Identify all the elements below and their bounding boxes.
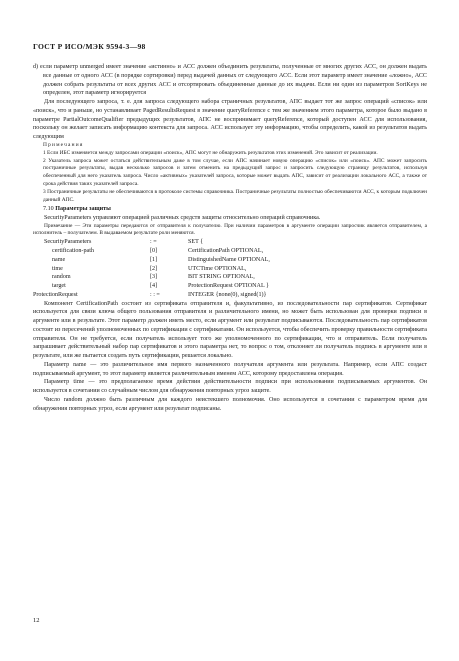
asn1-keyword: SET {	[188, 239, 204, 246]
page-number: 12	[33, 617, 40, 624]
paragraph: Компонент CertificationPath состоит из сертификата отправителя и, факультативно, из последовательности пар сертификатов. Сертификат используется для связи ключа общего пользования отправителя и различительного имени, но может быть использован для проверки подписи в аргументе или в результате. Этот параметр должен иметь место, если аргумент или результат подписываются. Последовательность пар сертификатов состоит из пересечений уполномоченных по сертификации с сертификатами. Он используется, чтобы обеспечить проверку правильности сертификата отправителя. Он не требуется, если получатель использует того же уполномоченного по сертификации, что и отправитель. Если получатель запрашивает действительный набор пар сертификатов и этого параметра нет, то вопрос о том, отклоняет ли получатель подпись в аргументе или в результате, или же пытается создать путь сертификации, решается локально.	[33, 300, 427, 360]
asn1-field-tag: [4]	[150, 283, 158, 290]
asn1-keyword: INTEGER {none(0), signed(1)}	[188, 291, 267, 298]
paragraph: Параметр time — это предполагаемое время действия действительности подписи при использовании подписываемых аргументов. Он используется в сочетании со случайным числом для обнаружения повторных угроз защите.	[33, 379, 427, 395]
security-note: Примечание — Эти параметры передаются от отправителя к получателю. При наличии параметров в аргументе операции запросчик является отправителем, а исполнитель – получателем. В выдаваемом результате роли меняются.	[33, 222, 427, 237]
paragraph: Параметр name — это различительное имя первого назначенного получателя аргумента или результата. Например, если АПС создаст подписываемый аргумент, то этот параметр является различительным именем АСС, которому предоставлена операция.	[33, 361, 427, 377]
asn1-field-type: CertificationPath OPTIONAL,	[188, 248, 264, 255]
paragraph: Число random должно быть различным для каждого неистекшего полномочия. Оно используется в сочетании с параметром время для обнаружения повторных угроз, если аргумент или результат подписаны.	[33, 396, 427, 412]
asn1-field-name: random	[52, 274, 71, 281]
asn1-definition	[33, 238, 427, 299]
asn1-field-type: ProtectionRequest OPTIONAL }	[188, 283, 269, 290]
asn1-field-type: BIT STRING OPTIONAL,	[188, 274, 255, 281]
asn1-field-tag: [3]	[150, 274, 158, 281]
paragraph: Для последующего запроса, т. е. для запроса следующего набора страничных результатов, АПС выдает тот же запрос операций «список» или «поиск», что и раньше, но устанавливает PagedResultsRequest в значение queryReference с тем же значением этого параметра, которое было выдано в параметре PartialOutcomeQualifier предыдущих результатов, АПС не воспринимает queryReference, который доступен АСС для использования, поскольку он желает записать информацию контекста для запроса. АСС использует эту информацию, чтобы определить, какой из результатов выдать следующим	[33, 99, 427, 140]
asn1-field-row	[44, 273, 427, 282]
asn1-tail-row	[33, 291, 427, 300]
asn1-assign-op: : =	[150, 239, 157, 246]
note-1: 1 Если ИБС изменяется между запросами операции «поиск», АПС могут не обнаружить результатов этих изменений. Это зависит от реализации.	[43, 149, 378, 156]
notes-title: Примечания	[43, 141, 84, 148]
asn1-field-row	[44, 247, 427, 256]
note-2: 2 Указатель запроса может остаться действительным даже в том случае, если АПС начинает новую операцию «список» или «поиск». АПС может запросить постраничные результаты, выдав несколько запросов и затем отменить на предыдущий запрос и запросить следующую страницу результатов, используя обеспеченный для него указатель запроса. Число «активных» указателей запроса, которые может выдать АПС, зависит от реализации локального АСС, а также от срока действия таких указателей запроса.	[43, 157, 427, 188]
asn1-assign-op: : : =	[150, 291, 160, 298]
asn1-field-row	[44, 265, 427, 274]
body-text	[33, 63, 427, 413]
security-intro: SecurityParameters управляют операцией различных средств защиты относительно операций справочника.	[44, 214, 321, 221]
asn1-type-name: SecurityParameters	[44, 239, 92, 246]
note-3: 3 Постраничные результаты не обеспечиваются в протоколе системы справочника. Постраничные результаты полностью обеспечиваются АСС, к которым подключен данный АПС.	[43, 189, 427, 204]
section-title: Параметры защиты	[55, 206, 111, 212]
section-number: 7.10	[43, 206, 54, 212]
asn1-field-row	[44, 256, 427, 265]
asn1-field-name: target	[52, 283, 66, 290]
asn1-field-tag: [1]	[150, 256, 158, 263]
asn1-type-name: ProtectionRequest	[33, 291, 78, 298]
list-item-d: d) если параметр unmerged имеет значение «истинно» и АСС должен объединить результаты, полученные от многих других АСС, он должен выдать все данные от одного АСС (в порядке сортировки) перед выдачей данных от следующего АСС. Если этот параметр имеет значение «ложно», АСС должен собрать результаты от всех других АСС и отсортировать объединенные данные до их выдачи. Если ни один из параметров SortKeys не определен, этот параметр игнорируется	[33, 64, 427, 97]
asn1-head-row	[44, 238, 427, 247]
asn1-field-name: time	[52, 265, 63, 272]
section-heading	[33, 205, 427, 214]
asn1-field-type: DistinguishedName OPTIONAL,	[188, 256, 270, 263]
page-header: ГОСТ Р ИСО/МЭК 9594-3—98	[33, 42, 146, 51]
asn1-field-row	[44, 282, 427, 291]
asn1-field-name: certification-path	[52, 248, 94, 255]
asn1-field-tag: [2]	[150, 265, 158, 272]
asn1-field-name: name	[52, 256, 66, 263]
asn1-field-type: UTCTime OPTIONAL,	[188, 265, 247, 272]
asn1-field-tag: [0]	[150, 248, 158, 255]
